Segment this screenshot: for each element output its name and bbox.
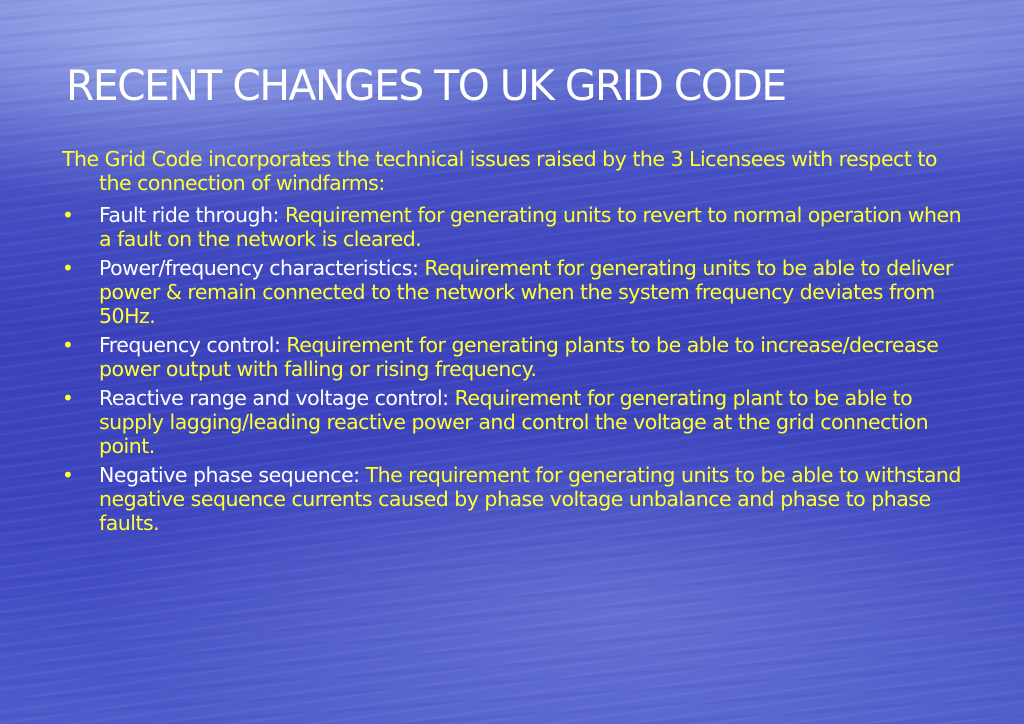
bullet-text: Requirement for generating plant to be able to supply lagging/leading reactive power and control the voltage at the grid connection point. (99, 386, 929, 458)
bullet-label: Frequency control: (99, 333, 281, 357)
bullet-label: Fault ride through: (99, 203, 279, 227)
bullet-label: Power/frequency characteristics: (99, 256, 419, 280)
bullet-item-frequency-control (62, 333, 967, 381)
bullet-item-power-frequency (62, 256, 967, 328)
bullet-item-fault-ride-through (62, 203, 967, 251)
bullet-text: The requirement for generating units to be able to withstand negative sequence currents caused by phase voltage unbalance and phase to phase faults. (99, 463, 961, 535)
bullet-text: Requirement for generating units to be able to deliver power & remain connected to the network when the system frequency deviates from 50Hz. (99, 256, 953, 328)
bullet-icon: • (62, 463, 74, 487)
bullet-icon: • (62, 386, 74, 410)
bullet-icon: • (62, 256, 74, 280)
slide-title: RECENT CHANGES TO UK GRID CODE (66, 61, 786, 110)
bullet-text: Requirement for generating units to revert to normal operation when a fault on the network is cleared. (99, 203, 962, 251)
bullet-label: Reactive range and voltage control: (99, 386, 449, 410)
bullet-list (62, 203, 967, 535)
bullet-item-negative-phase (62, 463, 967, 535)
intro-text: The Grid Code incorporates the technical issues raised by the 3 Licensees with respect to the connection of windfarms: (62, 147, 937, 195)
slide-content (62, 147, 967, 540)
bullet-text: Requirement for generating plants to be able to increase/decrease power output with falling or rising frequency. (99, 333, 939, 381)
bullet-item-reactive-range (62, 386, 967, 458)
bullet-label: Negative phase sequence: (99, 463, 360, 487)
bullet-icon: • (62, 333, 74, 357)
bullet-icon: • (62, 203, 74, 227)
